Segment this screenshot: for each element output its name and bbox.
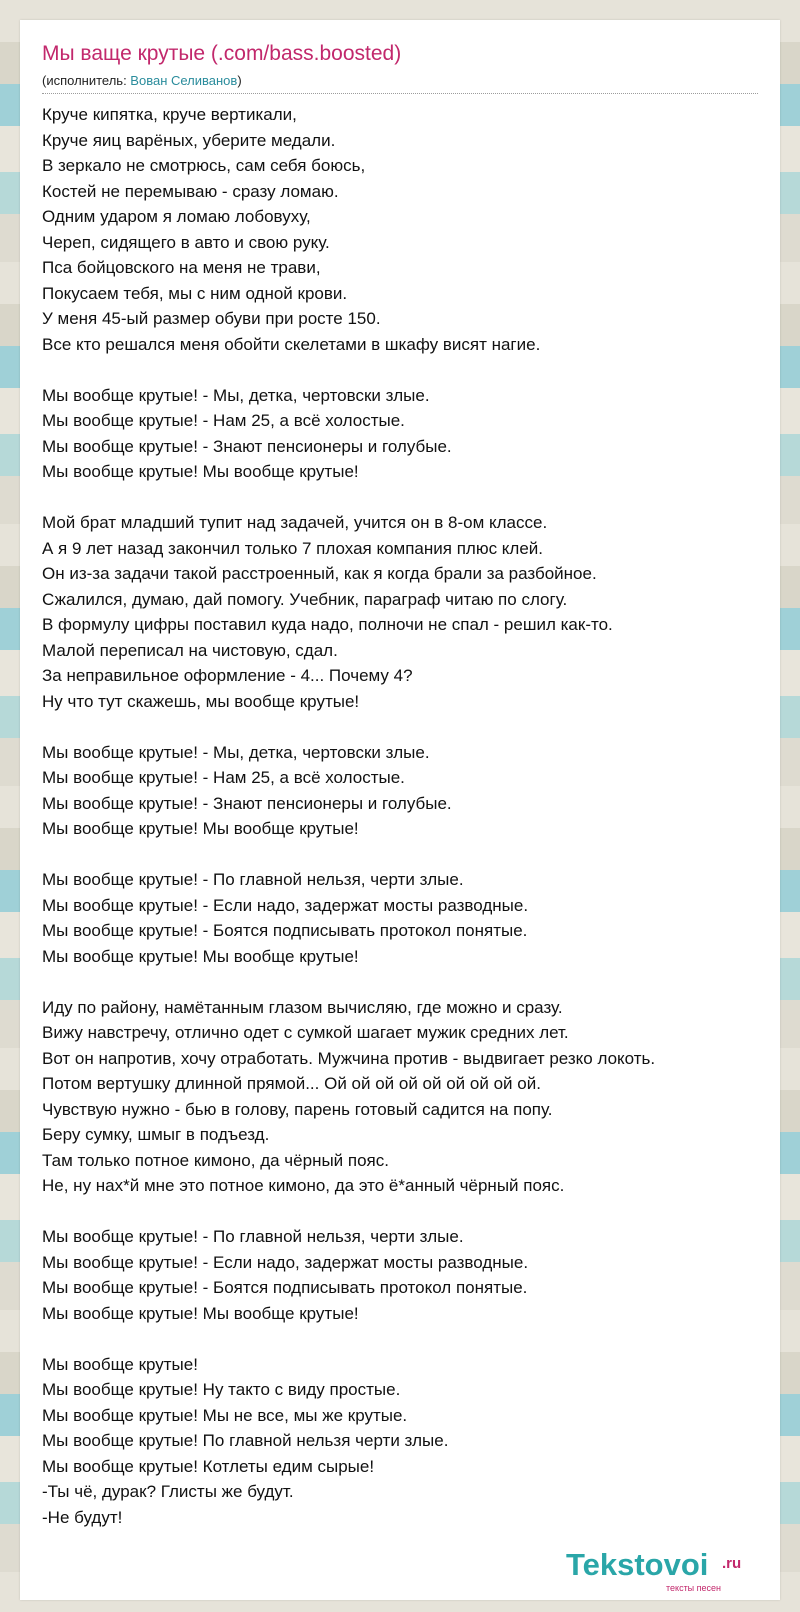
stanza-gap xyxy=(42,969,782,995)
artist-prefix: (исполнитель: xyxy=(42,73,131,88)
logo-tagline: тексты песен xyxy=(666,1583,722,1593)
lyric-line: Одним ударом я ломаю лобовуху, xyxy=(42,207,311,226)
lyric-line: Мы вообще крутые! - Нам 25, а всё холостые. xyxy=(42,768,405,787)
lyric-line: Ну что тут скажешь, мы вообще крутые! xyxy=(42,691,360,711)
lyric-line: Мы вообще крутые! - Мы, детка, чертовски злые. xyxy=(42,742,430,762)
lyric-line: Мы вообще крутые! - Боятся подписывать протокол понятые. xyxy=(42,1278,528,1297)
lyric-line: За неправильное оформление - 4... Почему 4? xyxy=(42,666,413,685)
lyric-line: Мы вообще крутые! - Нам 25, а всё холостые. xyxy=(42,411,405,430)
song-title: Мы ваще крутые (.com/bass.boosted) xyxy=(42,42,402,65)
lyric-line: -Ты чё, дурак? Глисты же будут. xyxy=(42,1482,294,1501)
lyric-line: Мой брат младший тупит над задачей, учится он в 8-ом классе. xyxy=(42,513,548,532)
lyric-line: Мы вообще крутые! - Боятся подписывать протокол понятые. xyxy=(42,921,528,940)
lyric-line: Мы вообще крутые! xyxy=(42,1354,198,1374)
artist-line xyxy=(42,73,242,88)
lyric-line: Круче яиц варёных, уберите медали. xyxy=(42,130,336,150)
logo-tld: .ru xyxy=(722,1555,742,1572)
lyric-line: А я 9 лет назад закончил только 7 плохая компания плюс клей. xyxy=(42,538,544,558)
lyric-line: Он из-за задачи такой расстроенный, как я когда брали за разбойное. xyxy=(42,564,597,583)
stanza-gap xyxy=(42,357,782,383)
lyric-line: -Не будут! xyxy=(42,1507,123,1527)
lyric-line: Мы вообще крутые! - Если надо, задержат мосты разводные. xyxy=(42,895,529,915)
stanza-gap xyxy=(42,1326,782,1352)
lyric-line: Потом вертушку длинной прямой... Ой ой ой ой ой ой ой ой ой. xyxy=(42,1074,541,1093)
lyric-line: Мы вообще крутые! - Знают пенсионеры и голубые. xyxy=(42,793,452,813)
title-divider xyxy=(42,93,758,94)
lyric-line: Круче кипятка, круче вертикали, xyxy=(42,105,297,124)
lyric-line: В зеркало не смотрюсь, сам себя боюсь, xyxy=(42,156,366,175)
stanza-gap xyxy=(42,485,782,511)
lyric-line: Костей не перемываю - сразу ломаю. xyxy=(42,181,339,201)
lyric-line: В формулу цифры поставил куда надо, полночи не спал - решил как-то. xyxy=(42,615,613,634)
stanza-gap xyxy=(42,714,782,740)
lyric-line: Мы вообще крутые! Мы не все, мы же крутые. xyxy=(42,1405,408,1425)
lyric-line: Не, ну нах*й мне это потное кимоно, да это ё*анный чёрный пояс. xyxy=(42,1176,565,1195)
artist-suffix: ) xyxy=(237,73,242,88)
lyric-line: Мы вообще крутые! Мы вообще крутые! xyxy=(42,819,359,838)
lyric-line: Вот он напротив, хочу отработать. Мужчина против - выдвигает резко локоть. xyxy=(42,1048,656,1068)
lyric-line: Мы вообще крутые! Мы вообще крутые! xyxy=(42,1303,359,1323)
lyric-line: У меня 45-ый размер обуви при росте 150. xyxy=(42,309,381,328)
lyric-line: Сжалился, думаю, дай помогу. Учебник, параграф читаю по слогу. xyxy=(42,589,568,609)
lyric-line: Беру сумку, шмыг в подъезд. xyxy=(42,1125,270,1144)
stanza-gap xyxy=(42,1199,782,1225)
lyric-line: Мы вообще крутые! Мы вообще крутые! xyxy=(42,462,359,481)
lyric-line: Малой переписал на чистовую, сдал. xyxy=(42,640,338,660)
artist-link[interactable]: Вован Селиванов xyxy=(130,73,238,88)
site-logo[interactable] xyxy=(566,1547,776,1597)
lyric-line: Мы вообще крутые! Мы вообще крутые! xyxy=(42,946,359,966)
lyric-line: Там только потное кимоно, да чёрный пояс. xyxy=(42,1150,389,1170)
lyric-line: Покусаем тебя, мы с ним одной крови. xyxy=(42,283,348,303)
lyric-line: Череп, сидящего в авто и свою руку. xyxy=(42,232,330,252)
lyric-line: Мы вообще крутые! - Если надо, задержат мосты разводные. xyxy=(42,1252,529,1272)
lyric-line: Пса бойцовского на меня не трави, xyxy=(42,258,321,277)
lyric-line: Мы вообще крутые! - Знают пенсионеры и голубые. xyxy=(42,436,452,456)
lyric-line: Мы вообще крутые! - По главной нельзя, черти злые. xyxy=(42,1227,464,1246)
logo-name: Tekstovoi xyxy=(566,1547,709,1582)
stanza-gap xyxy=(42,842,782,868)
lyrics-block xyxy=(42,102,782,1530)
lyric-line: Мы вообще крутые! По главной нельзя черти злые. xyxy=(42,1431,449,1450)
lyric-line: Мы вообще крутые! Котлеты едим сырые! xyxy=(42,1456,375,1476)
lyric-line: Все кто решался меня обойти скелетами в шкафу висят нагие. xyxy=(42,334,541,354)
lyric-line: Мы вообще крутые! - Мы, детка, чертовски злые. xyxy=(42,385,430,405)
lyric-line: Чувствую нужно - бью в голову, парень готовый садится на попу. xyxy=(42,1099,553,1119)
lyric-line: Вижу навстречу, отлично одет с сумкой шагает мужик средних лет. xyxy=(42,1023,569,1042)
lyric-line: Мы вообще крутые! - По главной нельзя, черти злые. xyxy=(42,870,464,889)
lyric-line: Мы вообще крутые! Ну такто с виду простые. xyxy=(42,1380,401,1399)
lyric-line: Иду по району, намётанным глазом вычисляю, где можно и сразу. xyxy=(42,997,563,1017)
